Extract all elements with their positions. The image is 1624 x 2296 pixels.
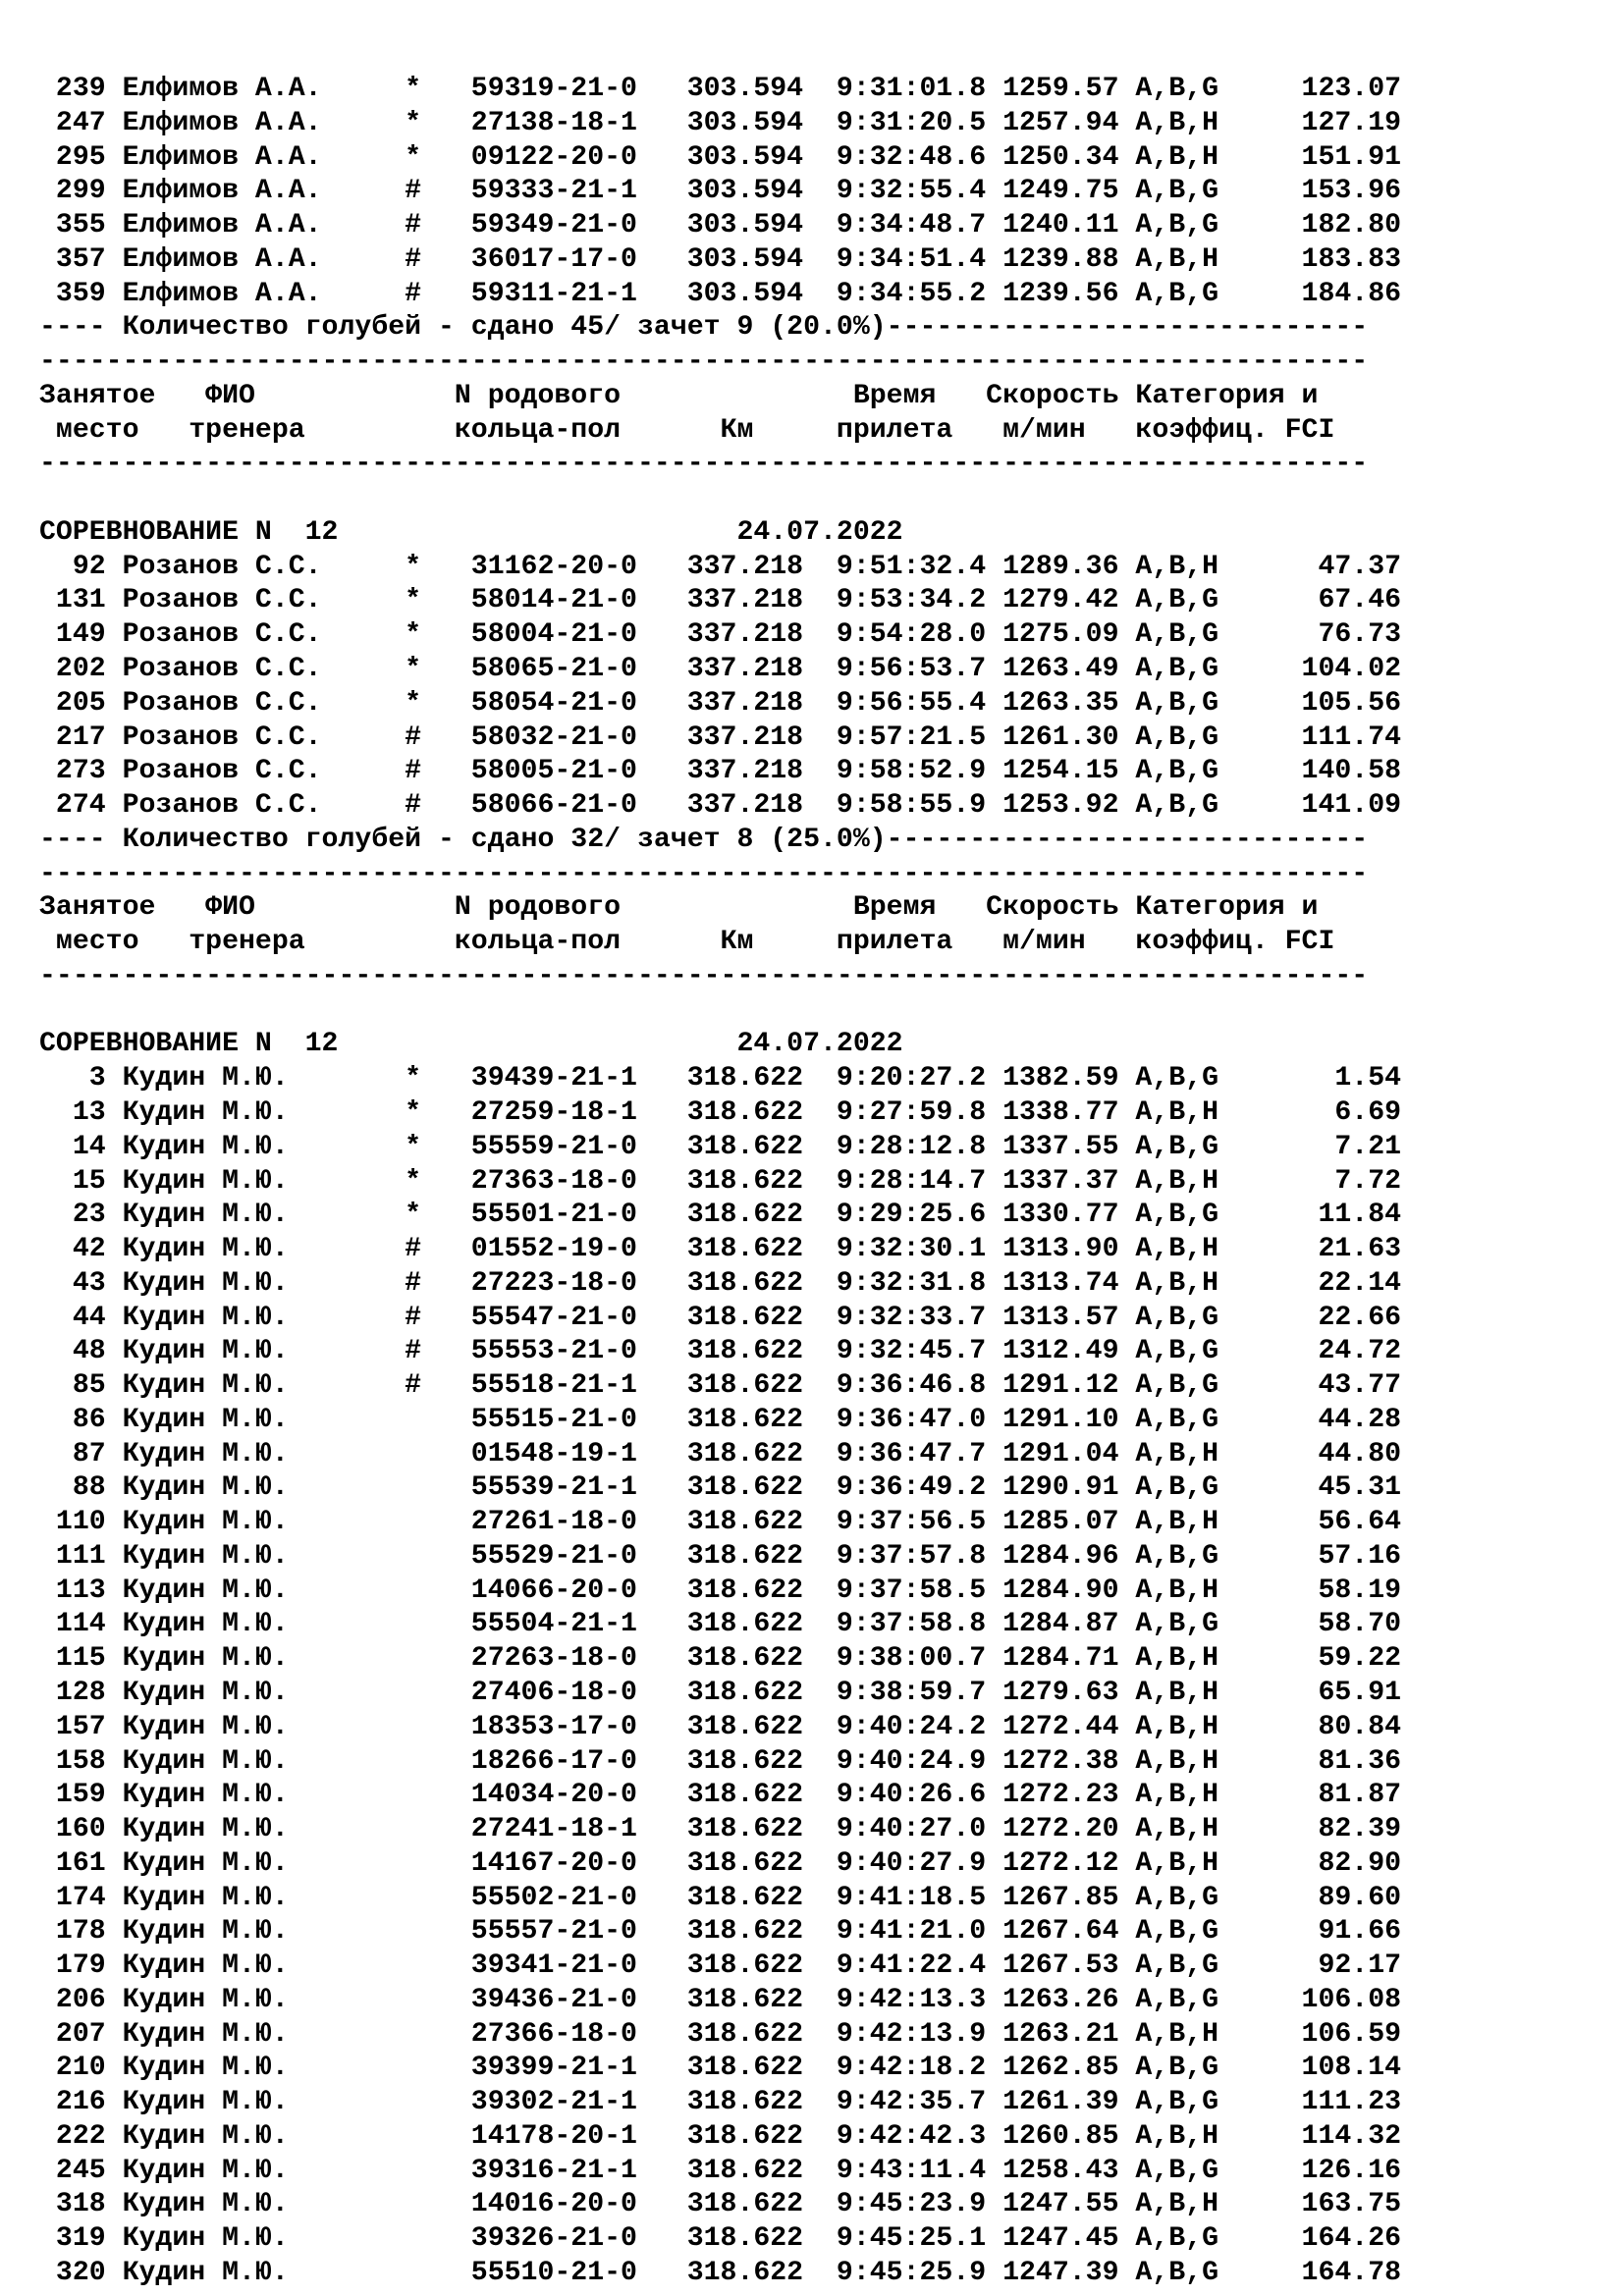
results-document — [39, 73, 1401, 2291]
summary-line: ---- Количество голубей - сдано 45/ зачет 9 (20.0%)----------------------------- — [39, 312, 1369, 344]
result-row: 13 Кудин М.Ю. * 27259-18-1 318.622 9:27:59.8 1338.77 A,B,H 6.69 — [39, 1096, 1402, 1128]
result-row: 295 Елфимов А.А. * 09122-20-0 303.594 9:32:48.6 1250.34 A,B,H 151.91 — [39, 141, 1402, 173]
column-header: Занятое ФИО N родового Время Скорость Категория и — [39, 380, 1319, 411]
result-row: 23 Кудин М.Ю. * 55501-21-0 318.622 9:29:25.6 1330.77 A,B,G 11.84 — [39, 1200, 1402, 1231]
result-row: 359 Елфимов А.А. # 59311-21-1 303.594 9:34:55.2 1239.56 A,B,G 184.86 — [39, 278, 1402, 309]
result-row: 222 Кудин М.Ю. 14178-20-1 318.622 9:42:42.3 1260.85 A,B,H 114.32 — [39, 2120, 1402, 2152]
result-row: 319 Кудин М.Ю. 39326-21-0 318.622 9:45:25.1 1247.45 A,B,G 164.26 — [39, 2223, 1402, 2255]
result-row: 202 Розанов С.С. * 58065-21-0 337.218 9:56:53.7 1263.49 A,B,G 104.02 — [39, 654, 1402, 685]
result-row: 111 Кудин М.Ю. 55529-21-0 318.622 9:37:57.8 1284.96 A,B,G 57.16 — [39, 1540, 1402, 1572]
column-header: место тренера кольца-пол Км прилета м/мин коэффиц. FCI — [39, 927, 1335, 958]
result-row: 158 Кудин М.Ю. 18266-17-0 318.622 9:40:24.9 1272.38 A,B,H 81.36 — [39, 1745, 1402, 1777]
result-row: 159 Кудин М.Ю. 14034-20-0 318.622 9:40:26.6 1272.23 A,B,H 81.87 — [39, 1780, 1402, 1811]
separator-line: -------------------------------------------------------------------------------- — [39, 960, 1369, 991]
result-row: 157 Кудин М.Ю. 18353-17-0 318.622 9:40:24.2 1272.44 A,B,H 80.84 — [39, 1711, 1402, 1742]
column-header: место тренера кольца-пол Км прилета м/мин коэффиц. FCI — [39, 414, 1335, 446]
result-row: 43 Кудин М.Ю. # 27223-18-0 318.622 9:32:31.8 1313.74 A,B,H 22.14 — [39, 1267, 1402, 1299]
result-row: 178 Кудин М.Ю. 55557-21-0 318.622 9:41:21.0 1267.64 A,B,G 91.66 — [39, 1916, 1402, 1948]
result-row: 357 Елфимов А.А. # 36017-17-0 303.594 9:34:51.4 1239.88 A,B,H 183.83 — [39, 243, 1402, 275]
result-row: 274 Розанов С.С. # 58066-21-0 337.218 9:58:55.9 1253.92 A,B,G 141.09 — [39, 790, 1402, 822]
result-row: 48 Кудин М.Ю. # 55553-21-0 318.622 9:32:45.7 1312.49 A,B,G 24.72 — [39, 1336, 1402, 1367]
result-row: 87 Кудин М.Ю. 01548-19-1 318.622 9:36:47.7 1291.04 A,B,H 44.80 — [39, 1438, 1402, 1469]
column-header: Занятое ФИО N родового Время Скорость Категория и — [39, 892, 1319, 924]
result-row: 85 Кудин М.Ю. # 55518-21-1 318.622 9:36:46.8 1291.12 A,B,G 43.77 — [39, 1370, 1402, 1402]
result-row: 15 Кудин М.Ю. * 27363-18-0 318.622 9:28:14.7 1337.37 A,B,H 7.72 — [39, 1165, 1402, 1197]
result-row: 44 Кудин М.Ю. # 55547-21-0 318.622 9:32:33.7 1313.57 A,B,G 22.66 — [39, 1302, 1402, 1333]
results-block — [39, 73, 1401, 346]
result-row: 247 Елфимов А.А. * 27138-18-1 303.594 9:31:20.5 1257.94 A,B,H 127.19 — [39, 107, 1402, 138]
result-row: 3 Кудин М.Ю. * 39439-21-1 318.622 9:20:27.2 1382.59 A,B,G 1.54 — [39, 1063, 1402, 1095]
separator-line: -------------------------------------------------------------------------------- — [39, 347, 1369, 378]
result-row: 299 Елфимов А.А. # 59333-21-1 303.594 9:32:55.4 1249.75 A,B,G 153.96 — [39, 176, 1402, 207]
summary-line: ---- Количество голубей - сдано 32/ зачет 8 (25.0%)----------------------------- — [39, 824, 1369, 855]
result-row: 86 Кудин М.Ю. 55515-21-0 318.622 9:36:47.0 1291.10 A,B,G 44.28 — [39, 1404, 1402, 1435]
separator-line: -------------------------------------------------------------------------------- — [39, 449, 1369, 480]
result-row: 210 Кудин М.Ю. 39399-21-1 318.622 9:42:18.2 1262.85 A,B,G 108.14 — [39, 2053, 1402, 2084]
competition-title: СОРЕВНОВАНИЕ N 12 24.07.2022 — [39, 1029, 903, 1060]
blank-line — [39, 482, 1401, 516]
result-row: 245 Кудин М.Ю. 39316-21-1 318.622 9:43:11.4 1258.43 A,B,G 126.16 — [39, 2155, 1402, 2186]
result-row: 206 Кудин М.Ю. 39436-21-0 318.622 9:42:13.3 1263.26 A,B,G 106.08 — [39, 1984, 1402, 2015]
result-row: 205 Розанов С.С. * 58054-21-0 337.218 9:56:55.4 1263.35 A,B,G 105.56 — [39, 687, 1402, 719]
competition-title: СОРЕВНОВАНИЕ N 12 24.07.2022 — [39, 516, 903, 548]
result-row: 42 Кудин М.Ю. # 01552-19-0 318.622 9:32:30.1 1313.90 A,B,H 21.63 — [39, 1234, 1402, 1265]
result-row: 318 Кудин М.Ю. 14016-20-0 318.622 9:45:23.9 1247.55 A,B,H 163.75 — [39, 2189, 1402, 2220]
result-row: 239 Елфимов А.А. * 59319-21-0 303.594 9:31:01.8 1259.57 A,B,G 123.07 — [39, 74, 1402, 104]
result-row: 110 Кудин М.Ю. 27261-18-0 318.622 9:37:56.5 1285.07 A,B,H 56.64 — [39, 1507, 1402, 1538]
blank-line — [39, 994, 1401, 1029]
result-row: 207 Кудин М.Ю. 27366-18-0 318.622 9:42:13.9 1263.21 A,B,H 106.59 — [39, 2018, 1402, 2050]
result-row: 14 Кудин М.Ю. * 55559-21-0 318.622 9:28:12.8 1337.55 A,B,G 7.21 — [39, 1131, 1402, 1162]
result-row: 92 Розанов С.С. * 31162-20-0 337.218 9:51:32.4 1289.36 A,B,H 47.37 — [39, 551, 1402, 582]
result-row: 273 Розанов С.С. # 58005-21-0 337.218 9:58:52.9 1254.15 A,B,G 140.58 — [39, 756, 1402, 787]
result-row: 217 Розанов С.С. # 58032-21-0 337.218 9:57:21.5 1261.30 A,B,G 111.74 — [39, 721, 1402, 753]
table-header-block — [39, 858, 1401, 1063]
separator-line: -------------------------------------------------------------------------------- — [39, 858, 1369, 889]
result-row: 131 Розанов С.С. * 58014-21-0 337.218 9:53:34.2 1279.42 A,B,G 67.46 — [39, 585, 1402, 616]
result-row: 149 Розанов С.С. * 58004-21-0 337.218 9:54:28.0 1275.09 A,B,G 76.73 — [39, 619, 1402, 651]
result-row: 128 Кудин М.Ю. 27406-18-0 318.622 9:38:59.7 1279.63 A,B,H 65.91 — [39, 1677, 1402, 1708]
result-row: 160 Кудин М.Ю. 27241-18-1 318.622 9:40:27.0 1272.20 A,B,H 82.39 — [39, 1814, 1402, 1845]
result-row: 114 Кудин М.Ю. 55504-21-1 318.622 9:37:58.8 1284.87 A,B,G 58.70 — [39, 1609, 1402, 1640]
result-row: 320 Кудин М.Ю. 55510-21-0 318.622 9:45:25.9 1247.39 A,B,G 164.78 — [39, 2258, 1402, 2288]
result-row: 115 Кудин М.Ю. 27263-18-0 318.622 9:38:00.7 1284.71 A,B,H 59.22 — [39, 1643, 1402, 1675]
result-row: 355 Елфимов А.А. # 59349-21-0 303.594 9:34:48.7 1240.11 A,B,G 182.80 — [39, 210, 1402, 241]
result-row: 174 Кудин М.Ю. 55502-21-0 318.622 9:41:18.5 1267.85 A,B,G 89.60 — [39, 1882, 1402, 1913]
result-row: 113 Кудин М.Ю. 14066-20-0 318.622 9:37:58.5 1284.90 A,B,H 58.19 — [39, 1575, 1402, 1606]
result-row: 179 Кудин М.Ю. 39341-21-0 318.622 9:41:22.4 1267.53 A,B,G 92.17 — [39, 1950, 1402, 1982]
result-row: 161 Кудин М.Ю. 14167-20-0 318.622 9:40:27.9 1272.12 A,B,H 82.90 — [39, 1847, 1402, 1879]
table-header-block — [39, 346, 1401, 551]
results-block — [39, 1062, 1401, 2291]
result-row: 88 Кудин М.Ю. 55539-21-1 318.622 9:36:49.2 1290.91 A,B,G 45.31 — [39, 1472, 1402, 1504]
results-block — [39, 551, 1401, 858]
result-row: 216 Кудин М.Ю. 39302-21-1 318.622 9:42:35.7 1261.39 A,B,G 111.23 — [39, 2087, 1402, 2118]
